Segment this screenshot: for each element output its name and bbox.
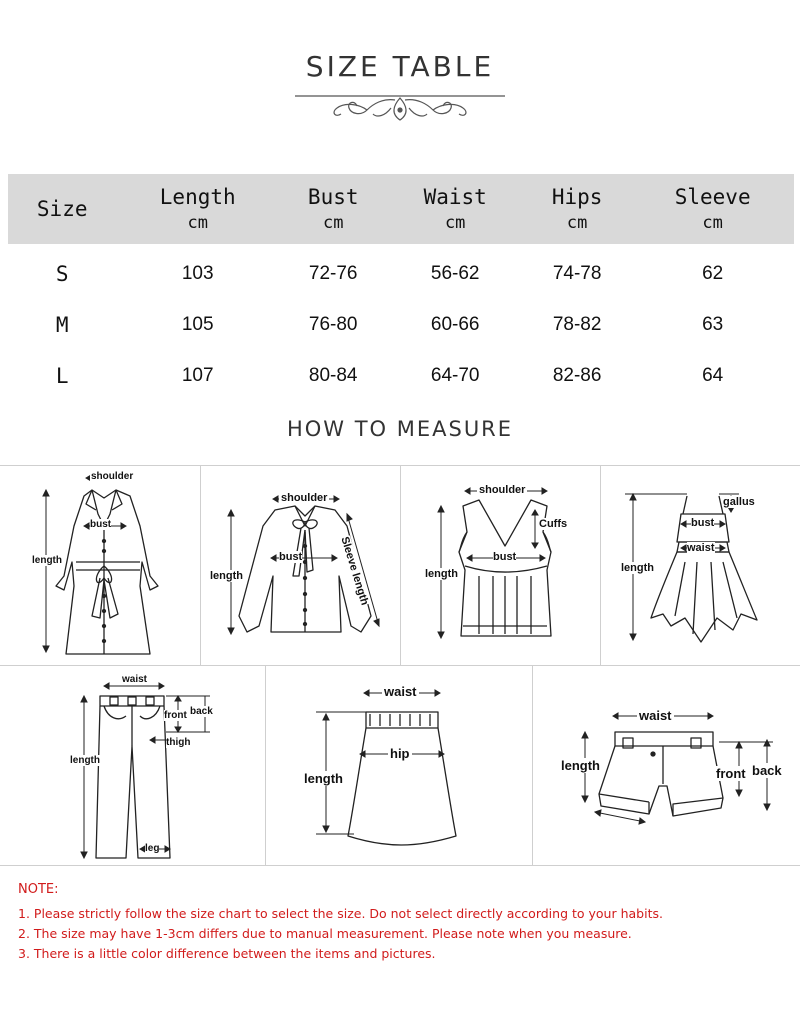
coat-diagram: [0, 466, 200, 665]
table-cell: M: [55, 312, 69, 337]
table-cell: 62: [702, 262, 724, 284]
table-cell: 60-66: [430, 313, 480, 335]
skirt-waist-label: waist: [384, 684, 417, 699]
blouse-diagram: [201, 466, 400, 665]
table-row: [8, 350, 794, 401]
shorts-back-label: back: [752, 763, 782, 778]
table-cell: 107: [181, 364, 214, 386]
shorts-diagram: [533, 666, 800, 865]
unit-label: cm: [322, 213, 344, 233]
table-header-row: [8, 174, 794, 244]
pants-length-label: length: [70, 755, 100, 766]
pants-waist-label: waist: [122, 674, 148, 685]
table-cell: S: [55, 261, 69, 286]
pants-thigh-label: thigh: [166, 737, 191, 748]
coat-bust-label: bust: [90, 519, 112, 530]
table-cell: 80-84: [308, 364, 358, 386]
pants-icon: [0, 666, 265, 865]
pants-front-label: front: [164, 710, 187, 721]
coat-length-label: length: [32, 555, 62, 566]
grid-divider: [0, 865, 800, 866]
vest-length-label: length: [425, 568, 458, 580]
column-header-bust: Bust cm: [279, 174, 387, 244]
dress-waist-label: waist: [687, 542, 715, 554]
table-cell: 74-78: [552, 262, 602, 284]
column-header-length: Length cm: [116, 174, 279, 244]
vest-cuffs-label: Cuffs: [539, 518, 568, 530]
table-cell: 64-70: [430, 364, 480, 386]
table-cell: 64: [702, 364, 724, 386]
page-title: SIZE TABLE: [305, 50, 495, 83]
shorts-length-label: length: [561, 758, 600, 773]
pants-back-label: back: [190, 706, 213, 717]
ornament-divider-icon: [295, 86, 505, 126]
dress-bust-label: bust: [691, 517, 715, 529]
blouse-sleeve-length-label: Sleeve length: [338, 535, 371, 607]
table-cell: 82-86: [552, 364, 602, 386]
coat-shoulder-label: shoulder: [91, 471, 134, 482]
size-table: [8, 174, 794, 401]
column-header-waist: Waist cm: [387, 174, 523, 244]
table-row: [8, 299, 794, 350]
vest-diagram: [401, 466, 600, 665]
blouse-bust-label: bust: [279, 551, 303, 563]
blouse-length-label: length: [210, 570, 243, 582]
note-item: 2. The size may have 1-3cm differs due to manual measurement. Please note when you measure.: [18, 926, 632, 941]
note-item: 1. Please strictly follow the size chart to select the size. Do not select directly according to your habits.: [18, 906, 663, 921]
column-header-sleeve: Sleeve cm: [631, 174, 794, 244]
unit-label: cm: [702, 213, 723, 233]
shorts-front-label: front: [716, 766, 746, 781]
table-row: [8, 244, 794, 299]
table-cell: 76-80: [308, 313, 358, 335]
table-cell: 103: [181, 262, 214, 284]
note-item: 3. There is a little color difference between the items and pictures.: [18, 946, 436, 961]
table-cell: L: [55, 363, 69, 388]
skirt-hip-label: hip: [390, 746, 410, 761]
skirt-length-label: length: [304, 771, 343, 786]
dress-length-label: length: [621, 562, 654, 574]
skirt-diagram: [266, 666, 532, 865]
table-cell: 105: [181, 313, 214, 335]
column-header-hips: Hips cm: [523, 174, 631, 244]
column-header-size: Size: [8, 174, 116, 244]
table-cell: 78-82: [552, 313, 602, 335]
dress-diagram: [601, 466, 800, 665]
pants-leg-label: leg: [145, 843, 160, 854]
vest-bust-label: bust: [493, 551, 517, 563]
table-cell: 56-62: [430, 262, 480, 284]
pants-diagram: [0, 666, 265, 865]
unit-label: cm: [566, 213, 588, 233]
blouse-shoulder-label: shoulder: [281, 492, 328, 504]
vest-shoulder-label: shoulder: [479, 484, 526, 496]
unit-label: cm: [444, 213, 466, 233]
unit-label: cm: [187, 213, 208, 233]
table-cell: 63: [702, 313, 724, 335]
note-heading: NOTE:: [18, 882, 59, 897]
table-cell: 72-76: [308, 262, 358, 284]
coat-icon: [0, 466, 200, 665]
shorts-waist-label: waist: [639, 708, 672, 723]
how-to-measure-heading: HOW TO MEASURE: [286, 417, 514, 441]
dress-gallus-label: gallus: [723, 496, 755, 508]
